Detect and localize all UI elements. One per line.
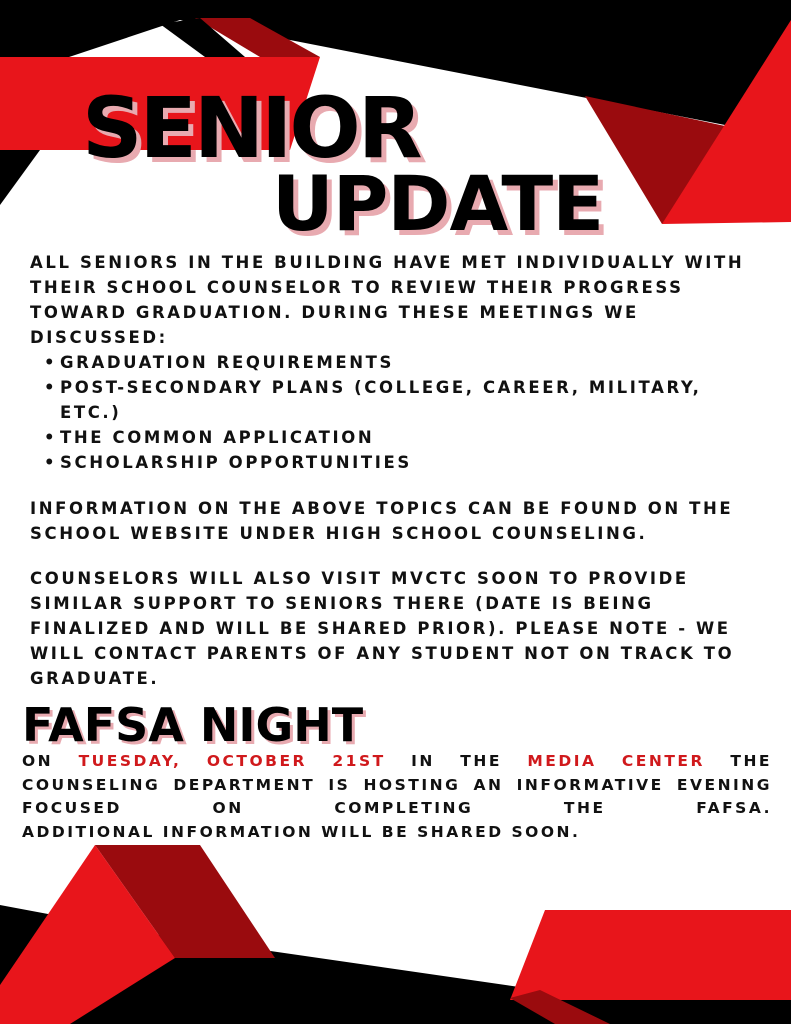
list-item: • GRADUATION REQUIREMENTS [30, 350, 750, 375]
topics-list [30, 350, 750, 475]
bottom-right-red-ribbon [510, 910, 791, 1000]
fafsa-on-text: ON [22, 752, 79, 770]
intro-paragraph: ALL SENIORS IN THE BUILDING HAVE MET INDIVIDUALLY WITH THEIR SCHOOL COUNSELOR TO REVIEW THEIR PROGRESS TOWARD GRADUATION. DURING THESE MEETINGS WE DISCUSSED: [30, 253, 745, 347]
title-update: UPDATE [272, 159, 604, 248]
list-item: • THE COMMON APPLICATION [30, 425, 750, 450]
fafsa-in-the-text: IN THE [385, 752, 528, 770]
fafsa-date: TUESDAY, OCTOBER 21ST [78, 752, 386, 770]
fafsa-additional-info: ADDITIONAL INFORMATION WILL BE SHARED SOON. [22, 822, 581, 841]
fafsa-location: MEDIA CENTER [527, 752, 705, 770]
info-paragraph: INFORMATION ON THE ABOVE TOPICS CAN BE FOUND ON THE SCHOOL WEBSITE UNDER HIGH SCHOOL COUNSELING. [30, 499, 734, 543]
fafsa-description [22, 750, 772, 844]
fafsa-rest-text: THE COUNSELING DEPARTMENT IS HOSTING AN INFORMATIVE EVENING FOCUSED ON COMPLETING THE FAFSA. [22, 752, 773, 817]
title-senior: SENIOR [82, 79, 420, 177]
fafsa-night-title: FAFSA NIGHT [22, 698, 364, 752]
list-item: • POST-SECONDARY PLANS (COLLEGE, CAREER, MILITARY, ETC.) [30, 375, 750, 425]
list-item: • SCHOLARSHIP OPPORTUNITIES [30, 450, 750, 475]
fafsa-main-text [22, 750, 772, 821]
counselor-paragraph: COUNSELORS WILL ALSO VISIT MVCTC SOON TO PROVIDE SIMILAR SUPPORT TO SENIORS THERE (DATE IS BEING FINALIZED AND WILL BE SHARED PRIOR). PLEASE NOTE - WE WILL CONTACT PARENTS OF ANY STUDENT NOT ON TRACK TO GRADUATE. [30, 569, 735, 688]
